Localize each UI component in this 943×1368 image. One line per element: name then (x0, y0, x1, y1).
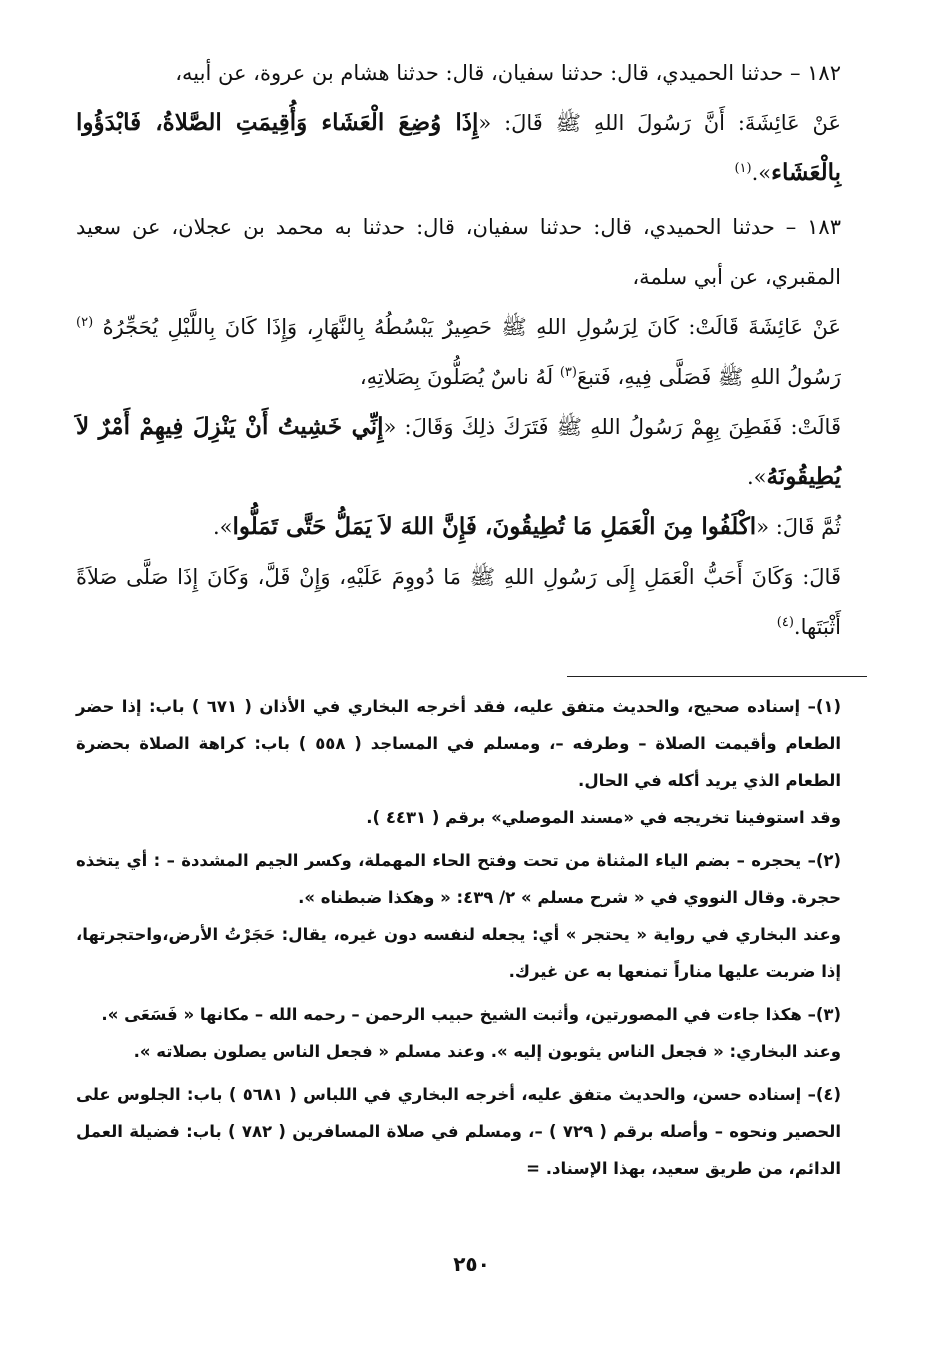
hadith-183-para4-close: ». (212, 515, 233, 539)
hadith-183-para2-c: لَهُ ناسٌ يُصَلُّونَ بِصَلاتِهِ، (359, 365, 554, 389)
hadith-182-close: ». (751, 161, 772, 185)
hadith-183-para3-close: ». (747, 465, 767, 489)
hadith-183-para5-text: قَالَ: وَكَانَ أَحَبُّ الْعَمَلِ إِلَى رَسُولِ اللهِ ﷺ مَا دُووِمَ عَلَيْهِ، وَإِنْ قَلَّ، وَكَانَ إِذَا صَلَّى صَلاَةً أَثْبَتَها. (76, 565, 841, 639)
footnote-ref-4: (٤) (776, 615, 794, 630)
hadith-182-intro: عَنْ عَائِشَةَ: أَنَّ رَسُولَ اللهِ ﷺ قَالَ: « (478, 111, 841, 135)
hadith-182-matn (76, 98, 841, 198)
footnote-ref-3: (٣) (559, 365, 577, 380)
hadith-183-para2 (76, 302, 841, 402)
hadith-183-para3-intro: قَالَتْ: فَفَطِنَ بِهِمْ رَسُولُ اللهِ ﷺ فَتَرَكَ ذلِكَ وَقَالَ: « (383, 415, 841, 439)
footnote-3: (٣)– هكذا جاءت في المصورتين، وأثبت الشيخ حبيب الرحمن – رحمه الله – مكانها « فَسَعَى ». (101, 1005, 841, 1024)
footnote-ref-2: (٢) (76, 315, 94, 330)
footnote-1: (١)– إسناده صحيح، والحديث متفق عليه، فقد أخرجه البخاري في الأذان ( ٦٧١ ) باب: إذا حضر الطعام وأقيمت الصلاة – وطرفه –، ومسلم في المساجد ( ٥٥٨ ) باب: كراهة الصلاة بحضرة الطعام الذي يريد أكله في الحال. (76, 697, 841, 790)
hadith-182-line1: ١٨٢ – حدثنا الحميدي، قال: حدثنا سفيان، قال: حدثنا هشام بن عروة، عن أبيه، (175, 61, 841, 85)
hadith-183-para2-b: رَسُولُ اللهِ ﷺ فَصَلَّى فِيهِ، فَتبعَ (576, 365, 841, 389)
footnote-separator (567, 676, 867, 677)
hadith-182-isnad (76, 48, 841, 98)
hadith-182 (76, 48, 841, 198)
footnotes (76, 688, 841, 1187)
page-number: ٢٥٠ (453, 1252, 490, 1276)
footnote-3-continued: وعند البخاري: « فجعل الناس يثوبون إليه ». وعند مسلم « فجعل الناس يصلون بصلاته ». (133, 1042, 841, 1061)
footnote-2-continued: وعند البخاري في رواية « يحتجر » أي: يجعله لنفسه دون غيره، يقال: حَجَرْتُ الأرض،واحتجرتها، إذا ضربت عليها مناراً تمنعها به عن غيرك. (76, 925, 841, 981)
hadith-183-para4 (76, 502, 841, 552)
hadith-183-para5 (76, 552, 841, 652)
hadith-183-para3-saying: إِنِّي خَشِيتُ أَنْ يَنْزِلَ فِيهِمْ أَمْرٌ لاَ يُطِيقُونَهُ (76, 413, 841, 490)
hadith-183-para3 (76, 402, 841, 502)
hadith-183-line1: ١٨٣ – حدثنا الحميدي، قال: حدثنا سفيان، قال: حدثنا به محمد بن عجلان، عن سعيد المقبري، عن أبي سلمة، (76, 215, 841, 289)
hadith-183-para4-saying: اكْلَفُوا مِنَ الْعَمَلِ مَا تُطِيقُونَ، فَإِنَّ اللهَ لاَ يَمَلُّ حَتَّى تَمَلُّوا (232, 513, 757, 540)
footnote-4: (٤)– إسناده حسن، والحديث متفق عليه، أخرجه البخاري في اللباس ( ٥٦٨١ ) باب: الجلوس على الحصير ونحوه – وأصله برقم ( ٧٢٩ ) –، ومسلم في صلاة المسافرين ( ٧٨٢ ) باب: فضيلة العمل الدائم، من طريق سعيد، بهذا الإسناد. = (76, 1085, 841, 1178)
hadith-183 (76, 202, 841, 652)
main-text (76, 48, 841, 656)
hadith-183-para2-a: عَنْ عَائِشَةَ قَالَتْ: كَانَ لِرَسُولِ اللهِ ﷺ حَصِيرٌ يَبْسُطُهُ بِالنَّهَارِ، وَإِذَا كَانَ بِاللَّيْلِ يُحَجِّرُهُ (102, 315, 841, 339)
hadith-183-para4-intro: ثُمَّ قَالَ: « (756, 515, 841, 539)
footnote-ref-1: (١) (734, 161, 752, 176)
hadith-183-isnad (76, 202, 841, 302)
hadith-182-saying: إِذَا وُضِعَ الْعَشَاء وَأُقِيمَتِ الصَّلاةُ، فَابْدَؤُوا بِالْعَشَاء (76, 109, 841, 186)
footnote-1-continued: وقد استوفينا تخريجه في «مسند الموصلي» برقم ( ٤٤٣١ ). (366, 808, 841, 827)
footnote-2: (٢)– يحجره – بضم الياء المثناة من تحت وفتح الحاء المهملة، وكسر الجيم المشددة – : أي يتخذه حجرة. وقال النووي في « شرح مسلم » ٢/ ٤٣٩: « وهكذا ضبطناه ». (76, 851, 841, 907)
